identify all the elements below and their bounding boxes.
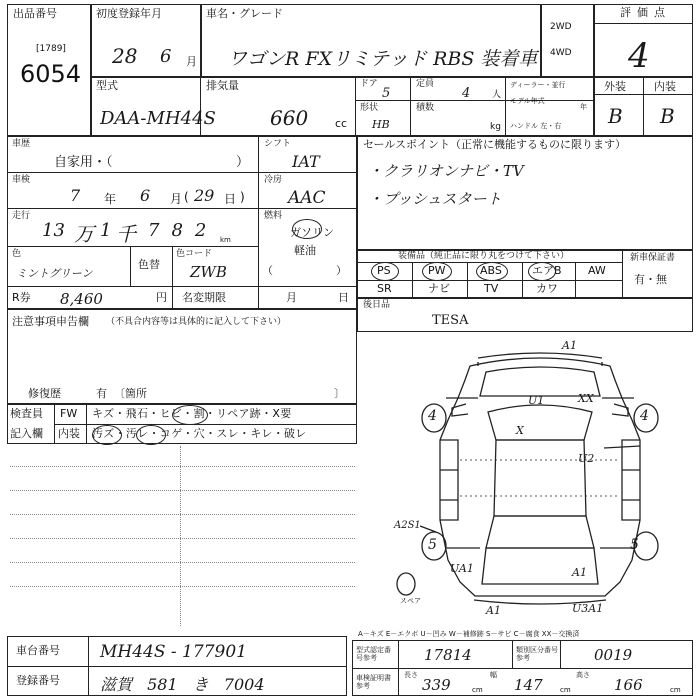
chassis-label: 車台番号 <box>16 644 60 657</box>
class-label: 類別区分番号参考 <box>516 646 558 662</box>
model-year-label: モデル年式 <box>510 97 545 105</box>
sales-line1: ・クラリオンナビ・TV <box>368 162 524 180</box>
interior-grade: B <box>660 104 675 128</box>
recycle-value: 8,460 <box>60 290 103 308</box>
handle-label: ハンドル 左・右 <box>510 122 562 130</box>
recycle-unit: 円 <box>156 291 167 304</box>
sales-title: セールスポイント（正常に機能するものに限ります） <box>363 138 627 151</box>
dealer-label: ディーラー・並行 <box>510 81 566 89</box>
inspector-label2: 記入欄 <box>10 427 43 440</box>
eval-label: 評価点 <box>620 6 671 19</box>
name-change-day: 日 <box>338 291 349 304</box>
eval-score: 4 <box>628 36 650 76</box>
mark-a1-top: A1 <box>562 339 577 352</box>
repair-paren: 〔箇所 <box>114 387 147 400</box>
equip-tv: TV <box>484 282 499 295</box>
legend-text: A－キズ E－エクボ U－凹み W－補修跡 S－サビ C－腐食 XX－交換済 <box>358 630 580 638</box>
equip-aw: AW <box>588 264 606 277</box>
exterior-grade: B <box>608 104 623 128</box>
equip-navi: ナビ <box>428 282 450 295</box>
length-unit: cm <box>472 686 483 694</box>
displacement-value: 660 <box>270 106 309 130</box>
type-label: 型式 <box>96 79 118 92</box>
mileage-label: 走行 <box>12 211 31 221</box>
drive-2wd: 2WD <box>550 22 572 32</box>
mark-a1-bottom: A1 <box>486 604 501 617</box>
equip-pw: PW <box>428 264 446 277</box>
usage-label: 車歴 <box>12 139 31 149</box>
mark-4-left: 4 <box>428 408 437 424</box>
repair-label: 修復歴 <box>28 387 61 400</box>
drive-4wd: 4WD <box>550 48 572 58</box>
equip-sr: SR <box>377 282 392 295</box>
reg-label: 登録番号 <box>16 674 60 687</box>
sales-line2: ・プッシュスタート <box>368 190 502 208</box>
lot-sub: [1789] <box>36 44 66 54</box>
shift-label: シフト <box>264 139 292 149</box>
spec-cert-label: 車検証明書参考 <box>356 674 391 690</box>
height-unit: cm <box>670 686 681 694</box>
height-value: 166 <box>614 676 643 694</box>
reg-value: 滋賀 581 き 7004 <box>100 675 265 694</box>
shape-value: HB <box>372 118 390 131</box>
shape-label: 形状 <box>360 103 379 113</box>
mark-x: X <box>516 424 524 437</box>
model-label: 車名・グレード <box>206 7 283 20</box>
first-reg-label: 初度登録年月 <box>96 7 162 20</box>
displacement-label: 排気量 <box>206 79 239 92</box>
fw-text: キズ・飛石・ヒビ・割・リペア跡・X要 <box>92 407 292 420</box>
mark-ua1: UA1 <box>450 562 474 575</box>
length-label: 長さ <box>404 671 418 679</box>
inspection-label: 車検 <box>12 175 31 185</box>
year-unit: 年 <box>580 103 587 111</box>
inspection-year-unit: 年 <box>104 192 117 206</box>
aircon-value: AAC <box>288 188 326 208</box>
height-label: 高さ <box>576 671 590 679</box>
notes-title: 注意事項申告欄 <box>12 315 89 328</box>
exterior-label: 外装 <box>604 80 626 93</box>
width-unit: cm <box>560 686 571 694</box>
mileage-man-unit: 万 <box>74 222 94 246</box>
doors-value: 5 <box>382 86 391 101</box>
fuel-label: 燃料 <box>264 211 283 221</box>
usage-value: 自家用・（ <box>54 155 113 170</box>
capacity-label: 定員 <box>416 79 435 89</box>
color-change-label: 色替 <box>138 258 160 271</box>
warranty-label: 新車保証書 <box>630 253 676 263</box>
repair-value: 有 <box>96 387 107 400</box>
first-reg-month: 6 <box>160 46 172 67</box>
warranty-value: 有・無 <box>634 273 667 286</box>
first-reg-year: 28 <box>112 44 138 68</box>
name-change-month: 月 <box>286 291 297 304</box>
lot-label: 出品番号 <box>13 7 57 20</box>
mileage-sen-unit: 千 <box>116 222 136 246</box>
color-code-value: ZWB <box>190 263 227 281</box>
class-value: 0019 <box>594 646 633 664</box>
equipment-title: 装備品（純正品に限り丸をつけて下さい） <box>398 251 570 261</box>
notes-subtitle: （不具合内容等は具体的に記入して下さい） <box>106 317 287 327</box>
mark-u2: U2 <box>578 452 595 465</box>
color-value: ミントグリーン <box>16 267 93 280</box>
load-label: 積数 <box>416 103 435 113</box>
fuel-gasoline: ガソリン <box>290 226 334 239</box>
load-unit: kg <box>490 122 501 132</box>
mark-5-left: 5 <box>428 537 437 553</box>
mark-a1-right: A1 <box>572 566 587 579</box>
mark-u3a1: U3A1 <box>572 602 604 615</box>
interior-label: 内装 <box>654 80 676 93</box>
mark-a2s1: A2S1 <box>394 520 421 531</box>
lot-number: 6054 <box>20 60 82 88</box>
fuel-paren-open: （ <box>262 264 273 277</box>
mark-4-right: 4 <box>640 408 649 424</box>
mileage-unit: km <box>220 236 231 244</box>
aircon-label: 冷房 <box>264 175 283 185</box>
shift-value: IAT <box>292 152 320 171</box>
type-value: DAA-MH44S <box>100 108 216 129</box>
equip-abs: ABS <box>480 264 502 277</box>
mark-5-right: 5 <box>630 537 639 553</box>
usage-close: ） <box>236 155 250 170</box>
rear-label: 後日品 <box>363 300 391 310</box>
name-change-label: 名変期限 <box>182 291 226 304</box>
doors-label: ドア <box>360 79 378 89</box>
inspection-month: 6 <box>140 186 151 205</box>
cert-label: 型式認定番号参考 <box>356 646 391 662</box>
mark-u1: U1 <box>528 394 545 407</box>
displacement-unit: cc <box>335 117 348 130</box>
fw-label: FW <box>60 407 78 420</box>
fuel-paren-close: ） <box>336 264 347 277</box>
inspector-label1: 検査員 <box>10 407 43 420</box>
first-reg-month-unit: 月 <box>186 55 197 68</box>
cert-value: 17814 <box>424 646 472 664</box>
width-value: 147 <box>514 676 543 694</box>
length-value: 339 <box>422 676 451 694</box>
capacity-unit: 人 <box>492 90 502 100</box>
int-label: 内装 <box>58 427 80 440</box>
equip-airbag: エアB <box>532 264 562 277</box>
mileage-sen: 1 <box>100 220 112 241</box>
equip-leather: カワ <box>536 282 558 295</box>
int-text: 汚ズ・汚レ・コゲ・穴・スレ・キレ・破レ <box>92 427 307 440</box>
chassis-value: MH44S - 177901 <box>100 642 247 662</box>
rear-value: TESA <box>432 313 469 328</box>
inspection-day: 29 <box>194 186 215 205</box>
color-code-label: 色コード <box>176 249 213 259</box>
fuel-diesel: 軽油 <box>294 244 316 257</box>
recycle-label: R券 <box>12 291 31 304</box>
mileage-rest: 782 <box>148 220 219 241</box>
repair-close: 〕 <box>334 387 345 400</box>
equip-ps: PS <box>377 264 391 277</box>
color-label: 色 <box>12 249 22 259</box>
inspection-day-unit: 日 <box>224 192 237 206</box>
mileage-man: 13 <box>42 220 65 241</box>
model-name: ワゴンR FXリミテッド RBS 装着車 <box>228 48 538 70</box>
mark-xx: XX <box>578 392 594 405</box>
width-label: 幅 <box>490 671 497 679</box>
capacity-value: 4 <box>462 86 471 101</box>
inspection-month-unit: 月 <box>170 192 183 206</box>
inspection-year: 7 <box>70 186 81 205</box>
spare-label: スペア <box>400 597 421 605</box>
